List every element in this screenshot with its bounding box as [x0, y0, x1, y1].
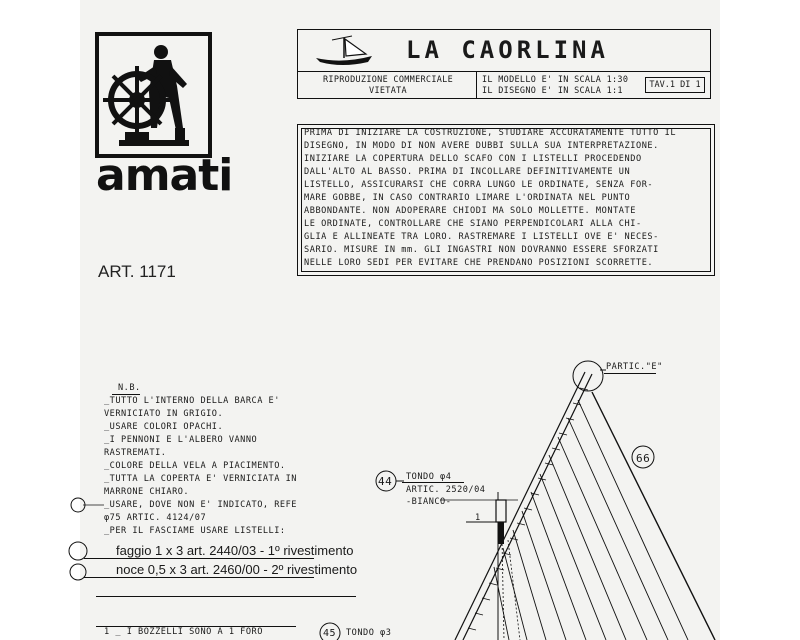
note-line: _USARE COLORI OPACHI. [104, 422, 224, 432]
planking-spec-1: faggio 1 x 3 art. 2440/03 - 1º rivestimento [116, 543, 354, 558]
partic-label: PARTIC."E" [606, 362, 663, 372]
reproduction-line-2: VIETATA [369, 86, 407, 96]
tondo-44-label: TONDO φ4 [406, 472, 452, 482]
note-line: VERNICIATO IN GRIGIO. [104, 409, 224, 419]
notes-heading: N.B. [118, 383, 141, 393]
instruction-line: NELLE LORO SEDI PER EVITARE CHE PRENDANO POSIZIONI SCORRETTE. [304, 258, 654, 268]
item-number-1: 1 [475, 513, 481, 523]
note-line: MARRONE CHIARO. [104, 487, 190, 497]
planking-spec-2: noce 0,5 x 3 art. 2460/00 - 2º rivestimento [116, 562, 358, 577]
instruction-line: INIZIARE LA COPERTURA DELLO SCAFO CON I LISTELLI PROCEDENDO [304, 154, 642, 164]
tondo-45-label: TONDO φ3 [346, 628, 392, 638]
note-line: _COLORE DELLA VELA A PIACIMENTO. [104, 461, 286, 471]
note-line: _PER IL FASCIAME USARE LISTELLI: [104, 526, 286, 536]
part-number-44: 44 [378, 475, 393, 488]
reproduction-line-1: RIPRODUZIONE COMMERCIALE [322, 75, 454, 85]
instruction-line: PRIMA DI INIZIARE LA COSTRUZIONE, STUDIARE ACCURATAMENTE TUTTO IL [304, 128, 677, 138]
part-number-45: 45 [323, 628, 337, 639]
callout-66-circle [632, 446, 654, 468]
note-line: _I PENNONI E L'ALBERO VANNO [104, 435, 258, 445]
instruction-line: SARIO. MISURE IN mm. GLI INGASTRI NON DOVRANNO ESSERE SFORZATI [304, 245, 659, 255]
model-title: LA CAORLINA [406, 36, 609, 64]
note-line: φ75 ARTIC. 4124/07 [104, 513, 207, 523]
color-44-label: -BIANCO- [406, 497, 452, 507]
instruction-line: LE ORDINATE, CONTROLLARE CHE SIANO PERPENDICOLARI ALLA CHI- [304, 219, 642, 229]
part-number-66: 66 [636, 452, 651, 465]
sheet-number: TAV.1 DI 1 [645, 77, 705, 93]
artic-44-label: ARTIC. 2520/04 [406, 485, 486, 495]
note-line: RASTREMATI. [104, 448, 167, 458]
rigging-cleat [498, 522, 504, 544]
note-line: _USARE, DOVE NON E' INDICATO, REFE [104, 500, 297, 510]
rigging-block [496, 500, 506, 522]
instruction-line: DISEGNO, IN MODO DI NON AVERE DUBBI SULLA SUA INTERPRETAZIONE. [304, 141, 659, 151]
note-line: _TUTTO L'INTERNO DELLA BARCA E' [104, 396, 280, 406]
note-line: _TUTTA LA COPERTA E' VERNICIATA IN [104, 474, 297, 484]
brand-wordmark: amati [96, 150, 233, 201]
callout-45-circle [320, 623, 340, 640]
instruction-line: LISTELLO, ASSICURARSI CHE CORRA LUNGO LE ORDINATE, SENZA FOR- [304, 180, 654, 190]
instruction-line: MARE GOBBE, IN CASO CONTRARIO LIMARE L'ORDINATA NEL PUNTO [304, 193, 631, 203]
instruction-line: DALL'ALTO AL BASSO. PRIMA DI INCOLLARE DEFINITIVAMENTE UN [304, 167, 631, 177]
drawing-scale: IL DISEGNO E' IN SCALA 1:1 [482, 86, 623, 96]
model-scale: IL MODELLO E' IN SCALA 1:30 [482, 75, 629, 85]
instruction-line: GLIA E ALLINEATE TRA LORO. RASTREMARE I LISTELLI OVE E' NECES- [304, 232, 659, 242]
callout-44-circle [376, 471, 396, 491]
bottom-note: 1 _ I BOZZELLI SONO A 1 FORO [104, 627, 263, 637]
article-number: ART. 1171 [98, 262, 176, 281]
instruction-line: ABBONDANTE. NON ADOPERARE CHIODI MA SOLO MOLLETTE. MONTATE [304, 206, 636, 216]
